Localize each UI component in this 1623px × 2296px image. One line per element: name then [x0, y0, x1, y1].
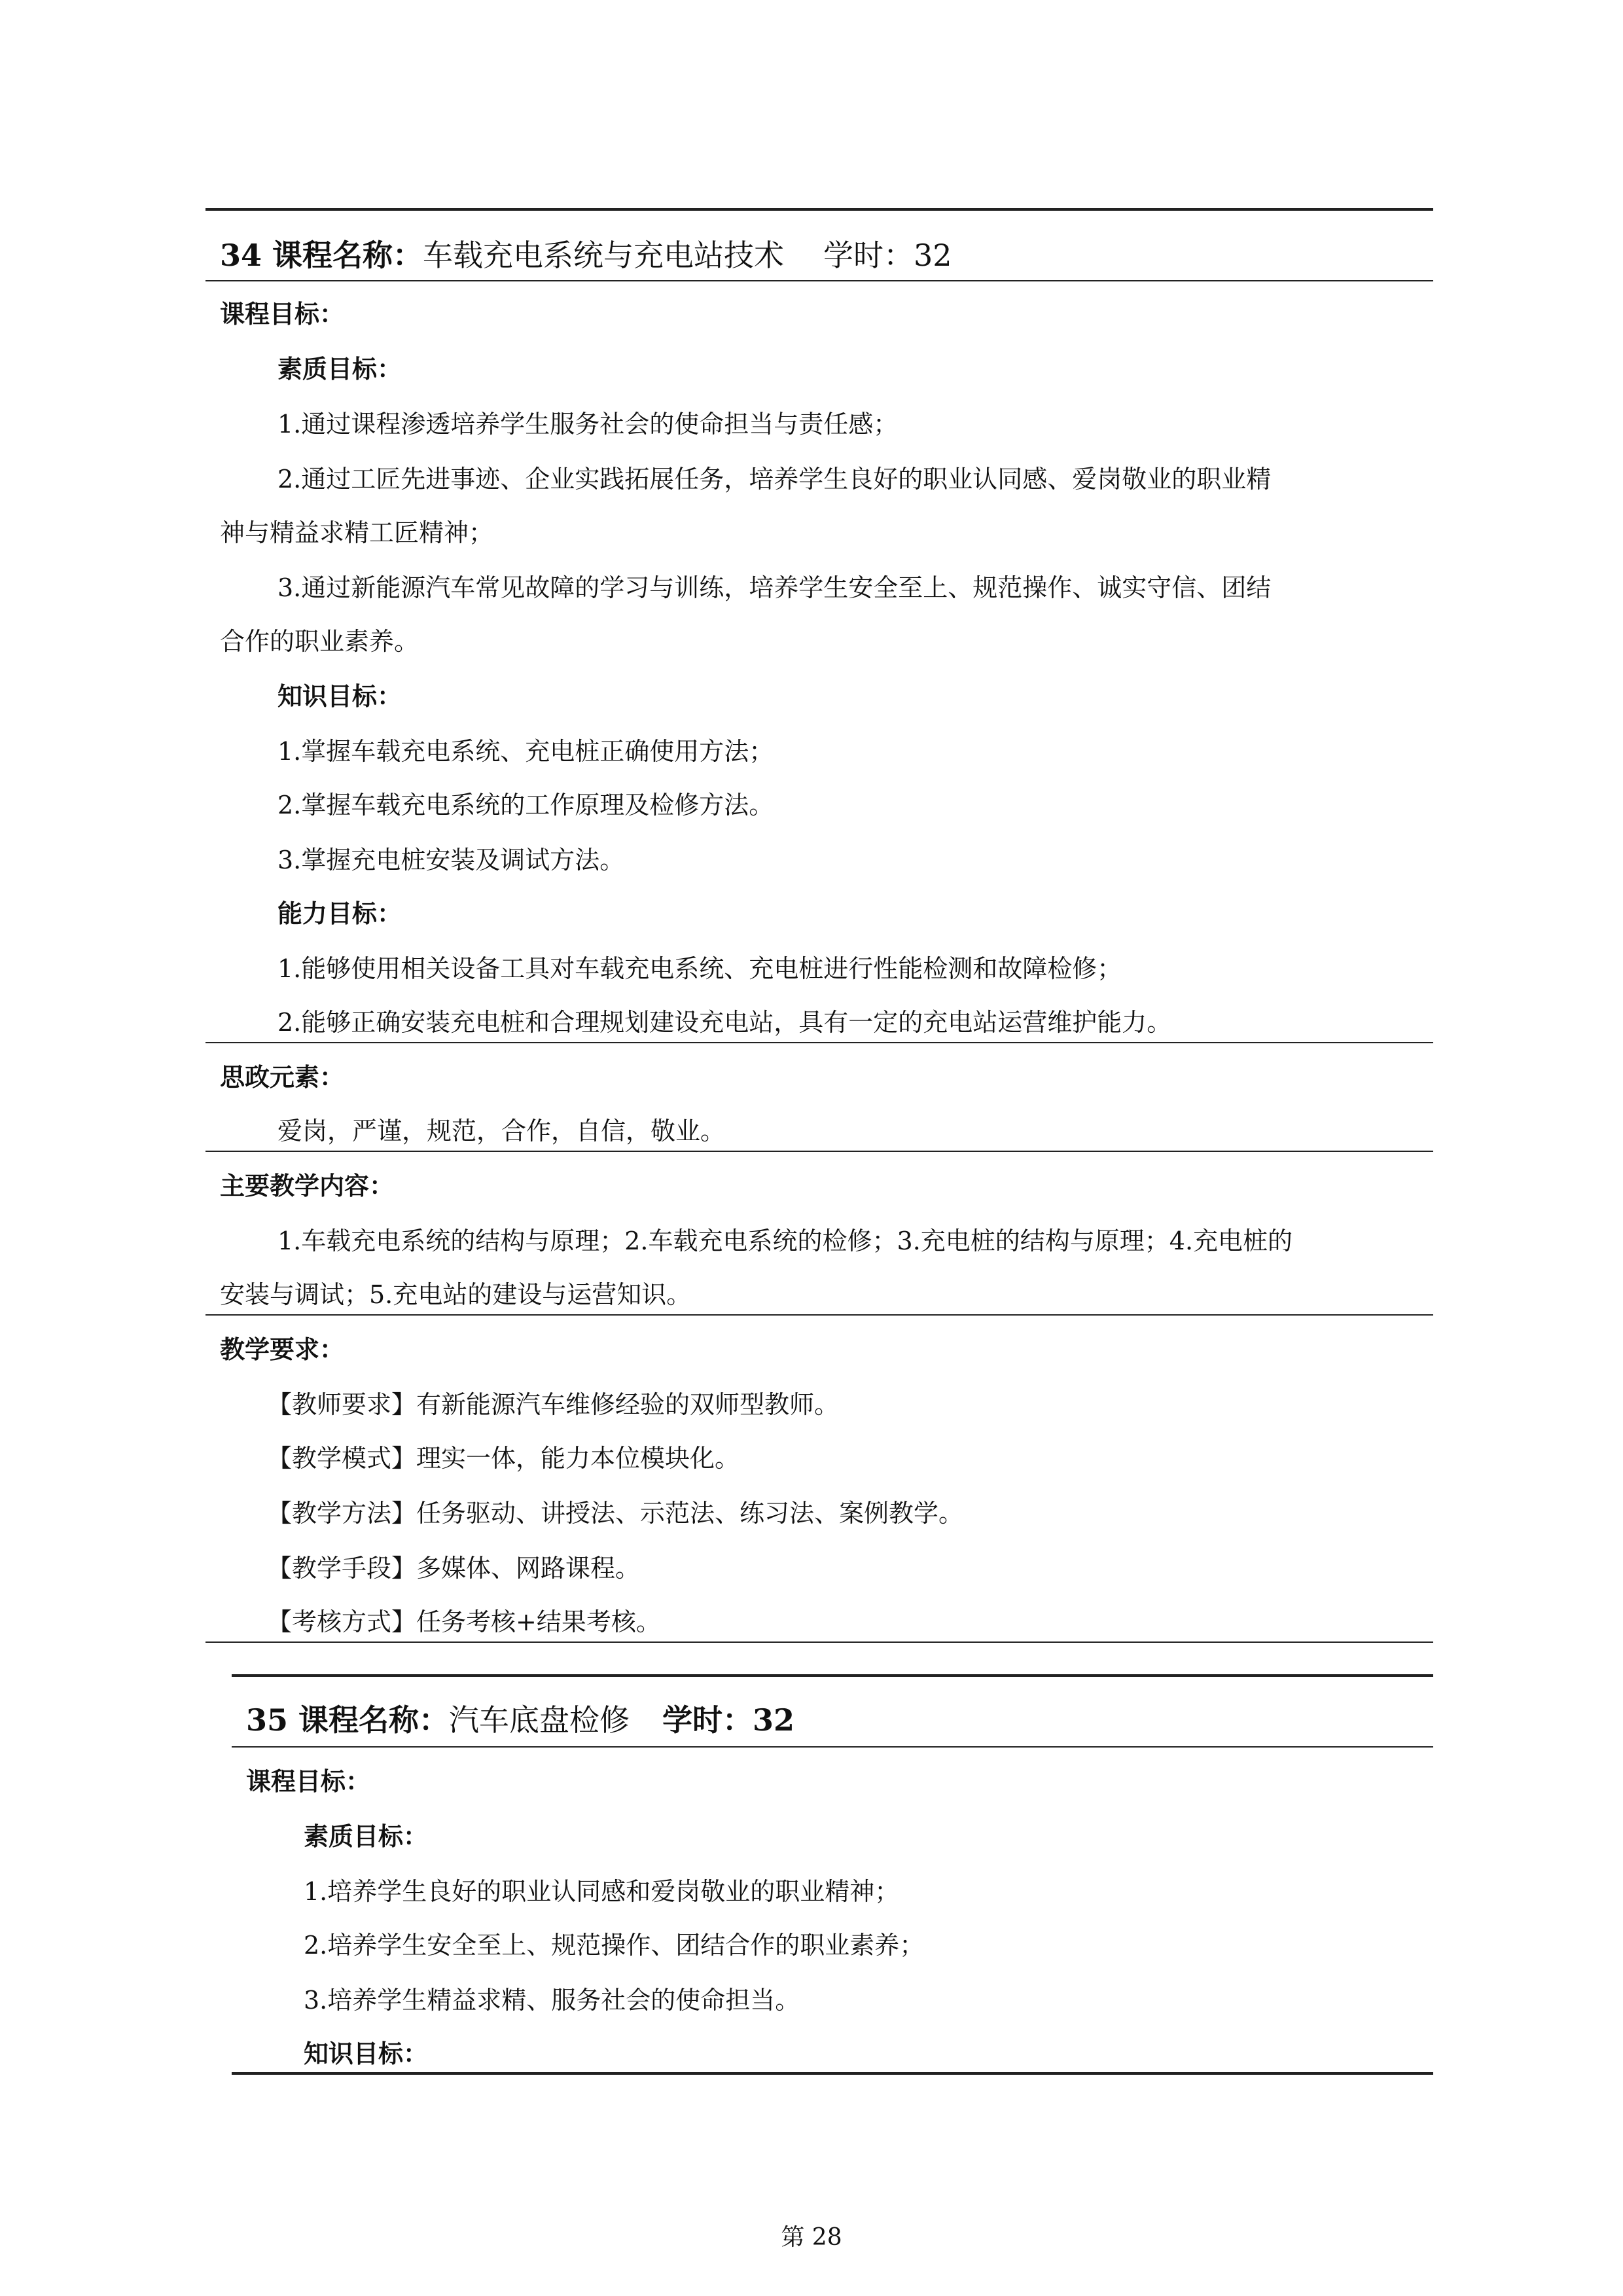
course-34-quality-3a: 3.通过新能源汽车常见故障的学习与训练，培养学生安全至上、规范操作、诚实守信、团结 — [277, 573, 1272, 602]
course-34-quality-3b: 合作的职业素养。 — [220, 627, 419, 656]
course-34-req-assessment: 【考核方式】任务考核+结果考核。 — [267, 1607, 661, 1636]
course-34-name: 车载充电系统与充电站技术 — [423, 238, 785, 273]
course-34-ability-heading: 能力目标： — [277, 899, 402, 928]
course-34-ideology-text: 爱岗，严谨，规范，合作，自信，敬业。 — [277, 1117, 726, 1145]
page-number: 第 28 — [781, 2224, 842, 2251]
course-34-req-method: 【教学方法】任务驱动、讲授法、示范法、练习法、案例教学。 — [267, 1499, 964, 1528]
course-35-quality-heading: 素质目标： — [304, 1821, 429, 1851]
course-34-knowledge-2: 2.掌握车载充电系统的工作原理及检修方法。 — [277, 791, 774, 819]
course-34-ideology-heading: 思政元素： — [220, 1062, 345, 1092]
course-34-content-rule — [205, 1314, 1433, 1316]
course-35-objectives-heading: 课程目标： — [246, 1767, 371, 1796]
course-34-requirements-heading: 教学要求： — [220, 1335, 345, 1364]
course-35-quality-1: 1.培养学生良好的职业认同感和爱岗敬业的职业精神； — [304, 1877, 900, 1906]
course-35-top-rule-thick — [232, 1674, 1433, 1677]
course-35-title-rule — [232, 1746, 1433, 1748]
course-34-content-b: 安装与调试；5.充电站的建设与运营知识。 — [220, 1280, 692, 1309]
course-34-req-teacher: 【教师要求】有新能源汽车维修经验的双师型教师。 — [267, 1390, 840, 1419]
top-rule-thick — [205, 208, 1433, 211]
course-34-quality-2b: 神与精益求精工匠精神； — [220, 518, 494, 547]
course-34-ability-2: 2.能够正确安装充电桩和合理规划建设充电站，具有一定的充电站运营维护能力。 — [277, 1008, 1172, 1037]
course-34-quality-2a: 2.通过工匠先进事迹、企业实践拓展任务，培养学生良好的职业认同感、爱岗敬业的职业精 — [277, 465, 1272, 493]
course-34-ideology-rule — [205, 1151, 1433, 1152]
course-35-hours-label: 学时： — [662, 1702, 753, 1738]
course-34-quality-heading: 素质目标： — [277, 354, 402, 384]
course-34-knowledge-1: 1.掌握车载充电系统、充电桩正确使用方法； — [277, 737, 774, 766]
course-35-title-prefix: 35 课程名称： — [246, 1702, 450, 1738]
course-34-req-means: 【教学手段】多媒体、网路课程。 — [267, 1554, 641, 1583]
course-34-objectives-heading: 课程目标： — [220, 299, 345, 329]
course-35-quality-2: 2.培养学生安全至上、规范操作、团结合作的职业素养； — [304, 1931, 925, 1960]
bottom-rule-thick — [232, 2072, 1433, 2075]
course-34-quality-1: 1.通过课程渗透培养学生服务社会的使命担当与责任感； — [277, 410, 899, 439]
course-35-knowledge-heading: 知识目标： — [304, 2039, 429, 2068]
course-34-knowledge-3: 3.掌握充电桩安装及调试方法。 — [277, 846, 625, 874]
course-34-content-a: 1.车载充电系统的结构与原理；2.车载充电系统的检修；3.充电桩的结构与原理；4.充电桩的 — [277, 1227, 1293, 1255]
course-35-hours: 32 — [753, 1702, 795, 1738]
course-34-title-prefix: 34 课程名称： — [220, 238, 423, 273]
course-35-title — [246, 1702, 794, 1738]
course-34-hours-label: 学时： — [823, 238, 914, 273]
course-34-title-rule — [205, 280, 1433, 281]
course-34-req-mode: 【教学模式】理实一体，能力本位模块化。 — [267, 1444, 740, 1473]
course-34-content-heading: 主要教学内容： — [220, 1171, 395, 1200]
course-34-end-rule — [205, 1641, 1433, 1643]
course-35-quality-3: 3.培养学生精益求精、服务社会的使命担当。 — [304, 1986, 800, 2015]
course-34-objectives-rule — [205, 1042, 1433, 1043]
course-35-name: 汽车底盘检修 — [449, 1702, 630, 1738]
course-34-knowledge-heading: 知识目标： — [277, 681, 402, 711]
course-34-ability-1: 1.能够使用相关设备工具对车载充电系统、充电桩进行性能检测和故障检修； — [277, 954, 1122, 983]
course-34-hours: 32 — [914, 238, 952, 273]
course-34-title — [220, 237, 952, 274]
